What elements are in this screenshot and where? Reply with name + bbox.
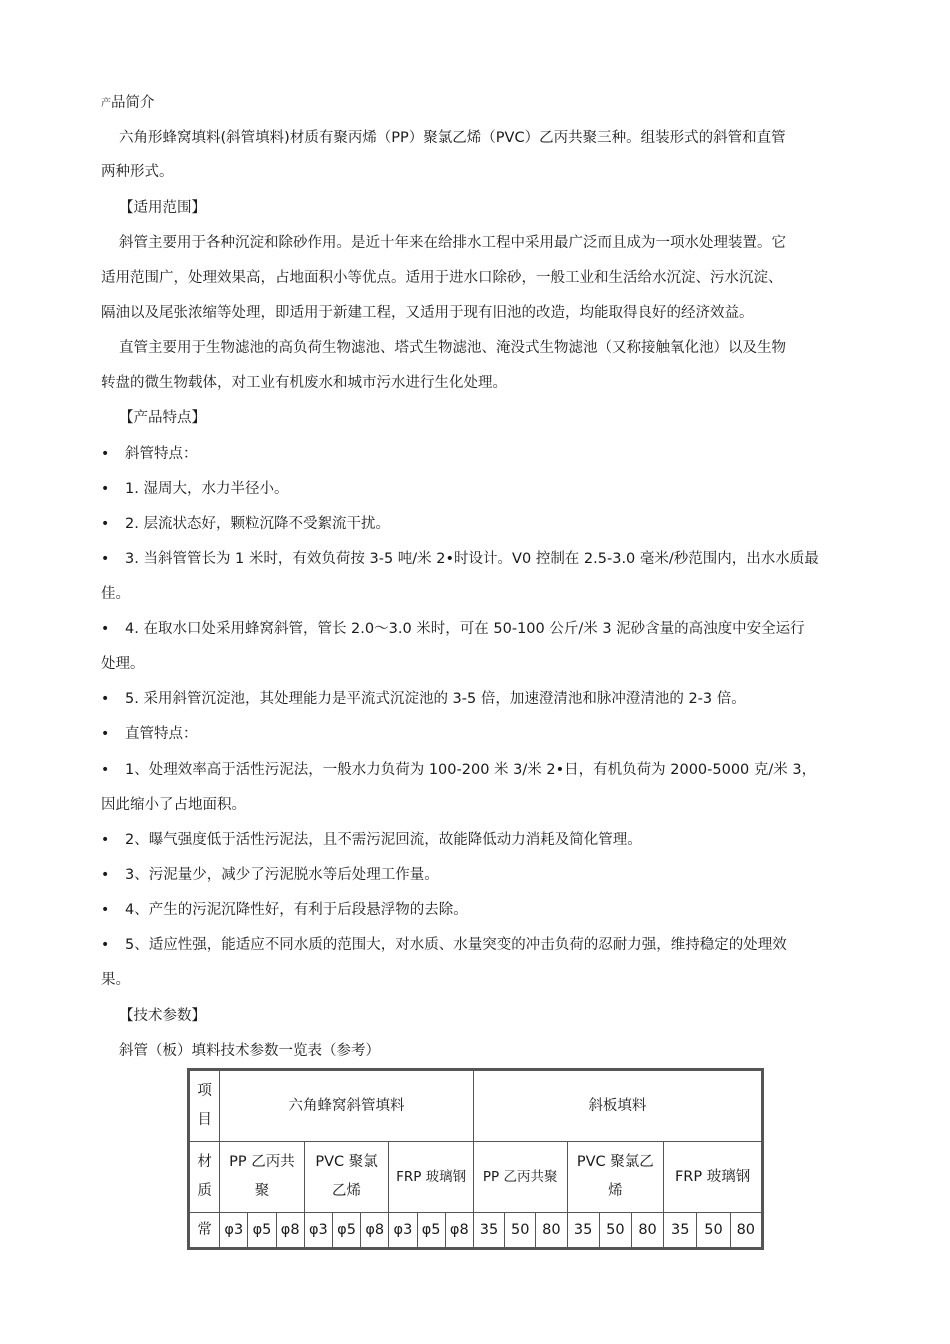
pvc2-label-b: 烯 [608,1183,623,1199]
spec-cell: φ5 [332,1213,360,1248]
bullet: • [101,551,110,567]
bullet: • [101,481,110,497]
pvc-label-a: PVC 聚氯 [315,1154,378,1170]
incline-item: 4. 在取水口处采用蜂窝斜管，管长 2.0～3.0 米时，可在 50-100 公斤/米 3 泥砂含量的高浊度中安全运行 [125,621,805,637]
incline-item-cont: 佳。 [101,586,130,602]
spec-cell: φ5 [417,1213,445,1248]
scope-text-line: 斜管主要用于各种沉淀和除砂作用。是近十年来在给排水工程中采用最广泛而且成为一项水处理装置。它 [119,235,786,251]
item-label-a: 项 [197,1083,212,1099]
pvc2-cell [567,1142,664,1213]
spec-cell: φ3 [304,1213,332,1248]
item-cell [190,1071,220,1142]
spec-cell: 80 [730,1213,761,1248]
scope-text-line: 隔油以及尾张浓缩等处理，即适用于新建工程，又适用于现有旧池的改造，均能取得良好的经济效益。 [101,305,754,321]
pp-cell [220,1142,305,1213]
scope-text-line: 转盘的微生物载体，对工业有机废水和城市污水进行生化处理。 [101,375,507,391]
incline-item: 3. 当斜管管长为 1 米时，有效负荷按 3-5 吨/米 2•时设计。V0 控制在 2.5-3.0 毫米/秒范围内，出水水质最 [125,551,819,567]
hex-tube-header: 六角蜂窝斜管填料 [220,1071,474,1142]
spec-cell: 50 [697,1213,730,1248]
material-label-a: 材 [197,1154,212,1170]
spec-cell: φ8 [445,1213,473,1248]
intro-text-line: 两种形式。 [101,164,174,180]
pvc2-label-a: PVC 聚氯乙 [576,1154,654,1170]
pp-label-b: 聚 [254,1183,270,1199]
bullet: • [101,726,110,742]
material-cell [190,1142,220,1213]
spec-cell: φ5 [248,1213,276,1248]
frp2-cell: FRP 玻璃钢 [664,1142,762,1213]
spec-cell: φ3 [389,1213,417,1248]
bullet: • [101,516,110,532]
straight-item: 1、处理效率高于活性污泥法，一般水力负荷为 100-200 米 3/米 2•日，有机负荷为 2000-5000 克/米 3， [125,762,817,778]
straight-item: 3、污泥量少，减少了污泥脱水等后处理工作量。 [125,867,439,883]
tech-heading: 【技术参数】 [119,1008,206,1024]
spec-cell: φ8 [361,1213,389,1248]
table-title: 斜管（板）填料技术参数一览表（参考） [119,1043,380,1059]
tech-parameter-table [187,1068,764,1250]
straight-item-cont: 果。 [101,972,130,988]
incline-item: 2. 层流状态好，颗粒沉降不受絮流干扰。 [125,516,390,532]
spec-cell: φ8 [276,1213,304,1248]
frp-cell: FRP 玻璃钢 [389,1142,474,1213]
bullet: • [101,937,110,953]
spec-cell: 50 [505,1213,536,1248]
bullet: • [101,867,110,883]
straight-item: 2、曝气强度低于活性污泥法，且不需污泥回流，故能降低动力消耗及简化管理。 [125,832,642,848]
bullet: • [101,762,110,778]
bullet: • [101,621,110,637]
incline-item: 5. 采用斜管沉淀池，其处理能力是平流式沉淀池的 3-5 倍，加速澄清池和脉冲澄清池的 2-3 倍。 [125,691,746,707]
plate-header: 斜板填料 [473,1071,761,1142]
bullet: • [101,832,110,848]
item-label-b: 目 [197,1112,212,1128]
spec-cell: 80 [631,1213,663,1248]
pp2-cell: PP 乙丙共聚 [473,1142,567,1213]
pp-label-a: PP 乙丙共 [229,1154,295,1170]
pvc-label-b: 乙烯 [332,1183,362,1199]
intro-heading-small: 产 [101,98,111,109]
incline-title: 斜管特点： [125,446,198,462]
bullet: • [101,691,110,707]
straight-item: 4、产生的污泥沉降性好，有利于后段悬浮物的去除。 [125,902,468,918]
features-heading: 【产品特点】 [119,410,206,426]
spec-cell: 50 [599,1213,631,1248]
material-label-b: 质 [197,1183,212,1199]
row3-label: 常 [190,1213,220,1248]
scope-heading: 【适用范围】 [119,200,206,216]
spec-cell: 35 [473,1213,504,1248]
spec-cell: φ3 [220,1213,248,1248]
intro-heading-text: 品简介 [111,95,155,111]
straight-item-cont: 因此缩小了占地面积。 [101,797,246,813]
straight-title: 直管特点： [125,726,198,742]
spec-cell: 80 [536,1213,567,1248]
straight-item: 5、适应性强，能适应不同水质的范围大，对水质、水量突变的冲击负荷的忍耐力强，维持稳定的处理效 [125,937,787,953]
intro-text-line: 六角形蜂窝填料(斜管填料)材质有聚丙烯（PP）聚氯乙烯（PVC）乙丙共聚三种。组装形式的斜管和直管 [119,130,786,146]
bullet: • [101,446,110,462]
spec-cell: 35 [567,1213,599,1248]
incline-item: 1. 湿周大，水力半径小。 [125,481,289,497]
incline-item-cont: 处理。 [101,656,145,672]
scope-text-line: 直管主要用于生物滤池的高负荷生物滤池、塔式生物滤池、淹没式生物滤池（又称接触氧化池）以及生物 [119,340,786,356]
intro-heading [101,93,155,114]
bullet: • [101,902,110,918]
spec-cell: 35 [664,1213,697,1248]
pvc-cell [304,1142,389,1213]
scope-text-line: 适用范围广，处理效果高，占地面积小等优点。适用于进水口除砂，一般工业和生活给水沉淀、污水沉淀、 [101,270,783,286]
